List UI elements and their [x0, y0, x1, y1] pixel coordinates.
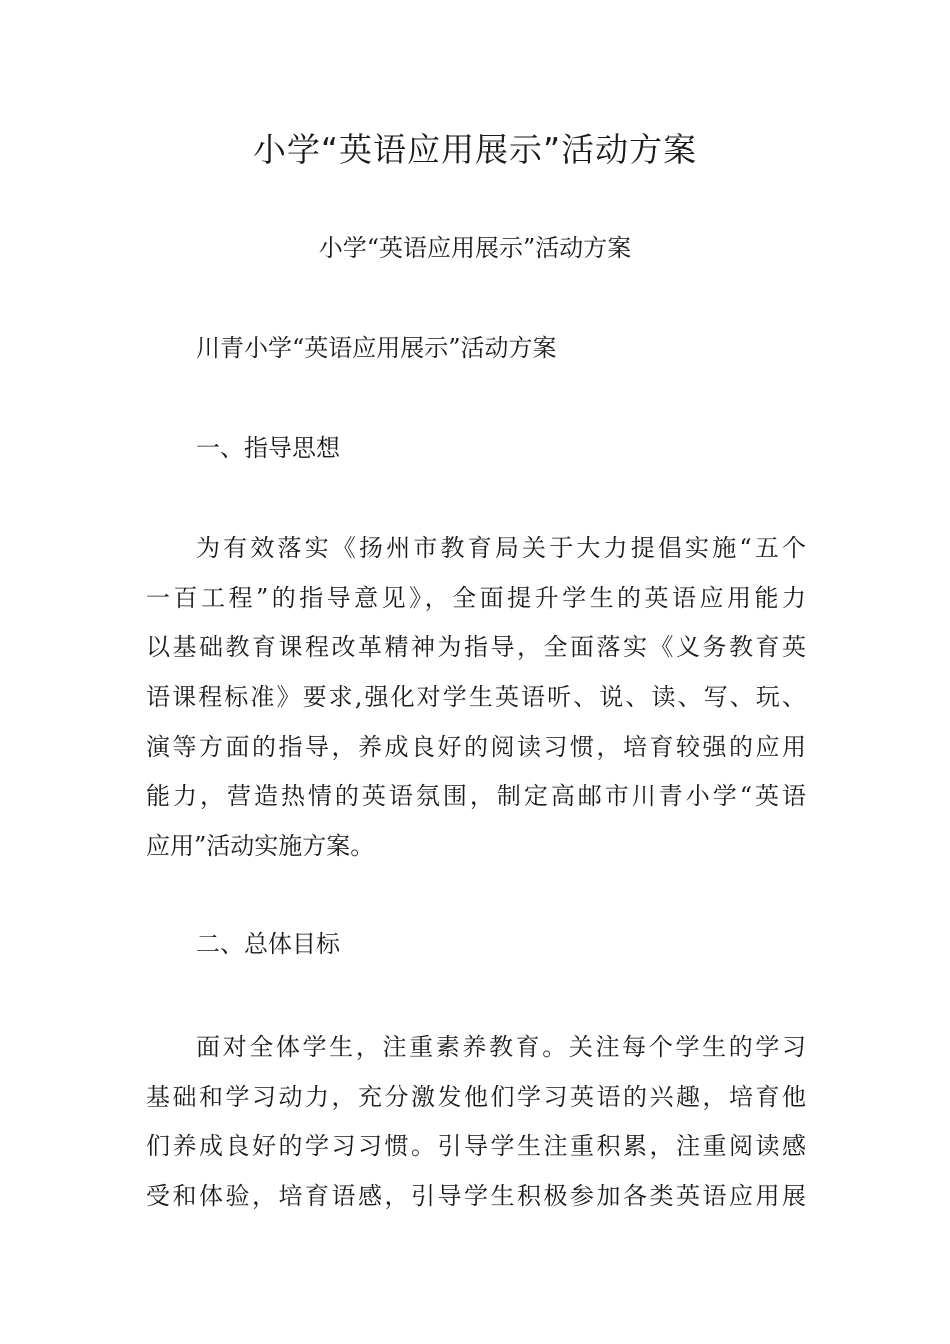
paragraph-line: 能力，营造热情的英语氛围，制定高邮市川青小学“英语 — [146, 782, 806, 811]
paragraph-line: 们养成良好的学习习惯。引导学生注重积累，注重阅读感 — [146, 1132, 806, 1161]
paragraph-line: 面对全体学生，注重素养教育。关注每个学生的学习 — [196, 1033, 806, 1061]
section-body-guiding-ideology — [146, 524, 806, 872]
paragraph-line: 基础和学习动力，充分激发他们学习英语的兴趣，培育他 — [146, 1082, 806, 1111]
section-heading-guiding-ideology: 一、指导思想 — [196, 434, 340, 462]
school-plan-title: 川青小学“英语应用展示”活动方案 — [196, 334, 557, 362]
paragraph-line: 以基础教育课程改革精神为指导，全面落实《义务教育英 — [146, 633, 806, 662]
paragraph-line: 演等方面的指导，养成良好的阅读习惯，培育较强的应用 — [146, 732, 806, 761]
paragraph-line: 语课程标准》要求,强化对学生英语听、说、读、写、玩、 — [146, 683, 806, 712]
paragraph-line: 为有效落实《扬州市教育局关于大力提倡实施“五个 — [196, 534, 806, 562]
paragraph-line: 应用”活动实施方案。 — [146, 832, 375, 861]
section-body-overall-goals — [146, 1023, 806, 1222]
document-title: 小学“英语应用展示”活动方案 — [252, 130, 698, 169]
document-subtitle: 小学“英语应用展示”活动方案 — [318, 234, 632, 262]
section-heading-overall-goals: 二、总体目标 — [196, 930, 340, 958]
paragraph-line: 一百工程”的指导意见》，全面提升学生的英语应用能力 — [146, 583, 806, 612]
paragraph-line: 受和体验，培育语感，引导学生积极参加各类英语应用展 — [146, 1182, 806, 1211]
